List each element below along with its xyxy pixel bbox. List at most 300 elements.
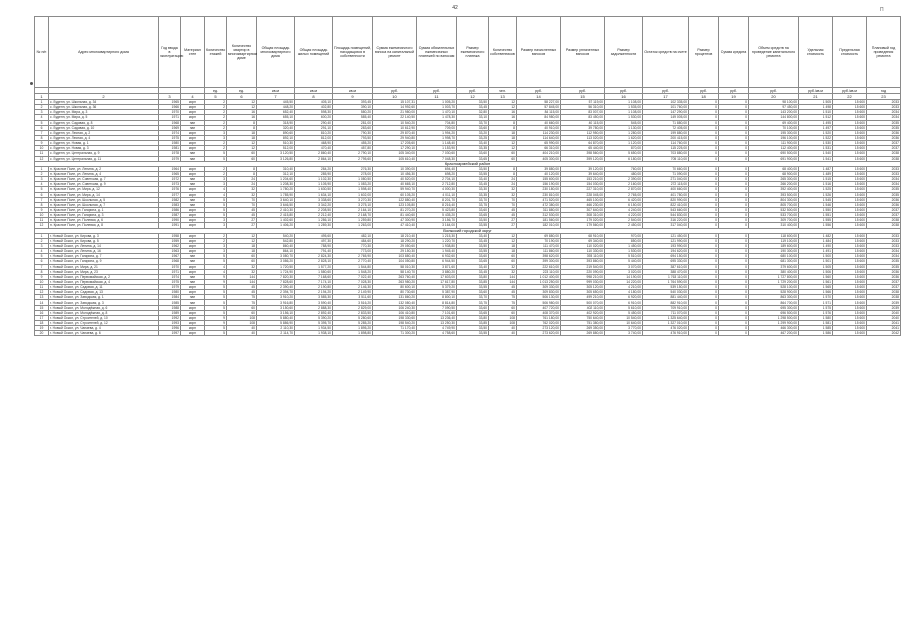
table-cell: 9 (205, 274, 227, 279)
table-cell: 1 525 (799, 187, 833, 192)
column-number: 9 (333, 94, 373, 100)
table-cell: кирп (181, 218, 205, 223)
table-cell: 1986 (159, 207, 181, 212)
table-cell: пан (181, 202, 205, 207)
table-cell: 1977 (159, 192, 181, 197)
table-cell: 144 (489, 279, 517, 284)
table-cell: 1 500 (799, 254, 833, 259)
table-cell: 32 (489, 264, 517, 269)
column-unit: руб. (643, 88, 689, 94)
table-cell: 1 598,40 (333, 187, 373, 192)
table-cell: 0 (689, 249, 719, 254)
table-cell: 228 045,00 (561, 192, 605, 197)
table-cell: 17 617,80 (417, 279, 457, 284)
table-cell: 2 795,60 (333, 156, 373, 161)
column-unit: руб. (517, 88, 561, 94)
table-cell: 1 585 (799, 326, 833, 331)
table-cell: 680 100,00 (749, 254, 799, 259)
table-cell: 58 140,70 (373, 269, 417, 274)
column-number: 3 (159, 94, 181, 100)
table-cell: 15 600 (833, 156, 867, 161)
table-cell: 13 (35, 295, 49, 300)
table-cell: 1 153,90 (417, 146, 457, 151)
table-cell: 2 (205, 166, 227, 171)
table-cell: 40 (489, 331, 517, 336)
table-cell: 8 (489, 125, 517, 130)
table-cell: 56 310,00 (561, 105, 605, 110)
table-cell: г. Новый Оскол, ул. Кирова, д. 5 (49, 238, 159, 243)
table-cell: 1 080,50 (333, 177, 373, 182)
table-cell: 15 600 (833, 305, 867, 310)
table-cell: 1 325 640,00 (643, 315, 689, 320)
table-cell: 278,00 (333, 171, 373, 176)
table-cell: 15 600 (833, 171, 867, 176)
table-cell: 482,10 (333, 233, 373, 238)
table-cell: 14 190,00 (605, 274, 643, 279)
table-cell: кирп (181, 213, 205, 218)
table-cell: 75 (227, 295, 257, 300)
table-cell: 0 (719, 192, 749, 197)
table-cell: 196 100,00 (749, 135, 799, 140)
table-cell: г. Новый Оскол, ул. Чапаева, д. 6 (49, 331, 159, 336)
table-cell: 5 (205, 290, 227, 295)
table-cell: 15 600 (833, 197, 867, 202)
table-cell: 10 456,30 (373, 171, 417, 176)
table-cell: 863 300,00 (749, 295, 799, 300)
column-unit: руб. (457, 88, 489, 94)
table-cell: 6 932,60 (417, 254, 457, 259)
table-cell: 0 (719, 125, 749, 130)
table-cell: 316 220,00 (643, 218, 689, 223)
table-cell: 1 566 (799, 290, 833, 295)
table-cell: 1 263,00 (333, 223, 373, 228)
table-cell: 3 880,20 (417, 269, 457, 274)
table-cell: 2038 (867, 223, 901, 228)
table-cell: 0 (719, 274, 749, 279)
table-cell: 2 164,10 (333, 207, 373, 212)
table-cell: 1 630,50 (295, 187, 333, 192)
table-cell: 1 298 500,00 (749, 315, 799, 320)
table-cell: 9 (35, 274, 49, 279)
column-header: Остаток средств на счете (643, 17, 689, 88)
table-cell: 1 998,70 (417, 135, 457, 140)
table-cell: 5 (205, 213, 227, 218)
table-cell: 273 120,00 (517, 326, 561, 331)
table-cell: 1975 (159, 279, 181, 284)
table-cell: 0 (689, 285, 719, 290)
table-cell: 0 (689, 310, 719, 315)
table-cell: с. Буденн, ул. Лесная, д. 4 (49, 135, 159, 140)
table-cell: 317 040,00 (643, 223, 689, 228)
table-cell: 4 240,00 (605, 207, 643, 212)
table-cell: 7 (35, 197, 49, 202)
table-cell: 0 (689, 295, 719, 300)
table-cell: 2 (205, 120, 227, 125)
table-cell: 1971 (159, 269, 181, 274)
table-cell: 8 (489, 120, 517, 125)
table-cell: 510,30 (257, 141, 295, 146)
table-cell: 281,00 (333, 120, 373, 125)
table-cell: 1976 (159, 187, 181, 192)
table-cell: 83 007,00 (561, 110, 605, 115)
table-cell: 2 (35, 238, 49, 243)
table-cell: 3 640,10 (257, 197, 295, 202)
table-cell: 1 406,20 (257, 223, 295, 228)
table-cell: 9 (35, 141, 49, 146)
table-cell: 600,20 (295, 115, 333, 120)
table-cell: 15 600 (833, 300, 867, 305)
table-cell: 387 610,00 (643, 264, 689, 269)
column-unit: кв.м (333, 88, 373, 94)
table-cell: 380 400,00 (749, 269, 799, 274)
table-cell: 18 (35, 321, 49, 326)
column-number: 14 (517, 94, 561, 100)
table-cell: 8 201,70 (417, 197, 457, 202)
table-cell: 33,45 (457, 269, 489, 274)
table-cell: 408 370,00 (517, 310, 561, 315)
table-cell: 810,20 (295, 130, 333, 135)
table-cell: 0 (719, 177, 749, 182)
table-cell: 1 120,00 (605, 141, 643, 146)
column-unit: кв.м (295, 88, 333, 94)
table-cell: пан (181, 259, 205, 264)
table-cell: 12 (227, 238, 257, 243)
table-cell: 2033 (867, 171, 901, 176)
table-cell: 60 (227, 259, 257, 264)
table-cell: 3 646,50 (257, 202, 295, 207)
table-cell: 7 022,40 (333, 274, 373, 279)
table-cell: 7 (35, 264, 49, 269)
table-cell: г. Новый Оскол, ул. Садовая, д. 13 (49, 290, 159, 295)
table-cell: 1 548,20 (333, 269, 373, 274)
table-cell: 110 330,00 (561, 249, 605, 254)
table-cell: 7 174,10 (295, 279, 333, 284)
table-cell: 2 824,30 (295, 254, 333, 259)
table-cell: 2036 (867, 197, 901, 202)
table-cell: 33,45 (457, 105, 489, 110)
table-cell: 694,40 (417, 166, 457, 171)
table-cell: 1 577,20 (295, 264, 333, 269)
table-cell: 390,10 (333, 105, 373, 110)
table-cell: 45 (489, 213, 517, 218)
table-cell: 12 (227, 141, 257, 146)
table-cell: 2 149,90 (333, 290, 373, 295)
table-cell: 528 900,00 (749, 290, 799, 295)
table-cell: кирп (181, 321, 205, 326)
table-cell: с. Буденн, ул. Центральная, д. 9 (49, 151, 159, 156)
table-cell: 17 205,60 (373, 141, 417, 146)
table-cell: кирп (181, 187, 205, 192)
table-row (35, 331, 901, 336)
table-cell: 0 (689, 274, 719, 279)
table-cell: 3 (205, 177, 227, 182)
table-cell: 1965 (159, 171, 181, 176)
table-cell: 760,00 (605, 166, 643, 171)
table-cell: 70 660,00 (643, 166, 689, 171)
table-cell: 68 900,00 (749, 171, 799, 176)
table-cell: 467 200,00 (749, 331, 799, 336)
table-cell: 33,70 (457, 197, 489, 202)
table-cell: 65 440,00 (561, 146, 605, 151)
table-cell: 892,10 (257, 135, 295, 140)
table-cell: г. Новый Оскол, ул. Первомайская, д. 4 (49, 279, 159, 284)
table-cell: 60 (227, 156, 257, 161)
table-cell: 542,80 (257, 238, 295, 243)
table-cell: 33,50 (457, 243, 489, 248)
table-cell: 1 530,00 (605, 249, 643, 254)
table-cell: 0 (689, 156, 719, 161)
table-cell: 98 100,00 (749, 100, 799, 105)
table-cell: 704,80 (417, 120, 457, 125)
table-cell: 7 101,60 (417, 310, 457, 315)
table-cell: кирп (181, 192, 205, 197)
table-cell: 1 289,30 (295, 223, 333, 228)
table-cell: 480,00 (605, 171, 643, 176)
table-cell: 2 765,90 (333, 254, 373, 259)
table-cell: с. Буденн, ул. Школьная, д. 36 (49, 105, 159, 110)
column-unit: чел. (489, 88, 517, 94)
table-cell: 540 030,00 (643, 290, 689, 295)
table-cell: 402 920,00 (561, 310, 605, 315)
table-cell: 0 (719, 295, 749, 300)
table-cell: 2 390,00 (605, 177, 643, 182)
table-cell: 690 500,00 (749, 151, 799, 156)
table-cell: 15 600 (833, 192, 867, 197)
table-cell: 1972 (159, 177, 181, 182)
table-cell: 0 (719, 321, 749, 326)
table-cell: 1 506 (799, 269, 833, 274)
table-cell: 0 (689, 305, 719, 310)
table-cell: 1959 (159, 238, 181, 243)
corner-mark: П (880, 7, 884, 13)
table-cell: 144 (227, 279, 257, 284)
table-cell: 18 (227, 243, 257, 248)
table-cell: 1980 (159, 141, 181, 146)
table-cell: 1 938,80 (417, 243, 457, 248)
table-cell: 308 310,00 (561, 213, 605, 218)
table-cell: 16 (227, 110, 257, 115)
table-cell: 2 860,40 (295, 151, 333, 156)
column-number: 2 (49, 94, 159, 100)
table-cell: 75 (227, 300, 257, 305)
table-cell: 1 505 (799, 100, 833, 105)
table-cell: 691 900,00 (749, 156, 799, 161)
table-cell: 695 330,00 (643, 259, 689, 264)
table-cell: 2035 (867, 187, 901, 192)
table-cell: 1 546 (799, 202, 833, 207)
table-cell: 698,20 (417, 171, 457, 176)
table-cell: с. Буденн, ул. Школьная, д. 34 (49, 100, 159, 105)
table-cell: 1 013 250,00 (517, 279, 561, 284)
table-cell: г. Новый Оскол, ул. Строителей, д. 10 (49, 315, 159, 320)
table-cell: 1 545 (799, 197, 833, 202)
table-cell: 15 600 (833, 187, 867, 192)
table-cell: 2040 (867, 310, 901, 315)
table-cell: 5 (205, 207, 227, 212)
table-cell: 5 435,20 (417, 213, 457, 218)
table-cell: 121 450,00 (643, 233, 689, 238)
table-cell: 5 (35, 254, 49, 259)
table-cell: 8 (227, 125, 257, 130)
table-cell: кирп (181, 326, 205, 331)
table-cell: 143 200,00 (749, 110, 799, 115)
table-cell: 3 342,20 (295, 202, 333, 207)
table-cell: 2038 (867, 218, 901, 223)
table-cell: 470,40 (295, 146, 333, 151)
column-header: Адрес многоквартирного дома (49, 17, 159, 88)
table-cell: 32,80 (457, 110, 489, 115)
table-cell: 3 (35, 177, 49, 182)
table-cell: 70 (489, 197, 517, 202)
table-cell: 112 950,00 (561, 130, 605, 135)
table-cell: 3 (35, 110, 49, 115)
table-cell: 2 828,10 (295, 259, 333, 264)
table-cell: 32 (227, 187, 257, 192)
table-cell: 1 501 (799, 259, 833, 264)
table-cell: 33,75 (457, 300, 489, 305)
table-cell: 59 940,70 (373, 187, 417, 192)
table-cell: 4 220,00 (605, 213, 643, 218)
table-cell: 2 415,80 (257, 213, 295, 218)
table-cell: 6 (35, 192, 49, 197)
section-title: Волжский городской округ (35, 228, 901, 233)
scan-artifact-dot (30, 82, 33, 85)
table-cell: 7 030,60 (417, 151, 457, 156)
table-cell: 2034 (867, 177, 901, 182)
table-cell: 15 600 (833, 166, 867, 171)
table-cell: 791,40 (295, 249, 333, 254)
table-cell: п. Красное Поле, ул. Школьная, д. 5 (49, 197, 159, 202)
table-cell: 17 (35, 315, 49, 320)
table-cell: 1 565 (799, 285, 833, 290)
table-cell: 0 (689, 125, 719, 130)
column-unit: год (867, 88, 901, 94)
table-cell: 388 470,00 (643, 269, 689, 274)
table-cell: 2 540,00 (605, 218, 643, 223)
table-cell: 18 290,20 (373, 238, 417, 243)
table-cell: 27 (227, 223, 257, 228)
table-cell: 5 (205, 285, 227, 290)
table-cell: 230 180,00 (517, 187, 561, 192)
table-cell: 2039 (867, 305, 901, 310)
table-cell: 15 600 (833, 120, 867, 125)
table-cell: 155 600,00 (517, 177, 561, 182)
table-cell: 2036 (867, 274, 901, 279)
table-cell: 1 550 (799, 207, 833, 212)
table-cell: 182 010,00 (517, 223, 561, 228)
table-cell: 0 (689, 120, 719, 125)
table-cell: 398 620,00 (517, 254, 561, 259)
table-cell: 114 230,00 (517, 130, 561, 135)
table-cell: 11 (35, 151, 49, 156)
table-cell: 1 535,00 (605, 105, 643, 110)
table-cell: кирп (181, 243, 205, 248)
table-cell: 1 012 400,00 (517, 274, 561, 279)
table-cell: 108 (489, 315, 517, 320)
table-cell: 3 (205, 223, 227, 228)
table-cell: 1 510 (799, 110, 833, 115)
table-cell: п. Красное Поле, ул. Гагарина, д. 1 (49, 207, 159, 212)
table-cell: с. Буденн, ул. Лесная, д. 2 (49, 130, 159, 135)
table-cell: 3 156,70 (417, 218, 457, 223)
table-cell: 40 115,00 (561, 120, 605, 125)
column-unit: руб./кв.м (799, 88, 833, 94)
table-cell: 7 820,30 (257, 274, 295, 279)
table-cell: 10 (35, 213, 49, 218)
table-cell: 652,40 (257, 110, 295, 115)
table-cell: кирп (181, 166, 205, 171)
table-cell: 101 760,00 (643, 105, 689, 110)
table-cell: г. Новый Оскол, ул. Молодёжная, д. 6 (49, 305, 159, 310)
table-cell: 144 800,00 (749, 115, 799, 120)
table-cell: 2 770,40 (333, 259, 373, 264)
column-number: 12 (457, 94, 489, 100)
table-cell: 1967 (159, 254, 181, 259)
table-cell: 40 660,00 (517, 120, 561, 125)
table-cell: 0 (719, 305, 749, 310)
table-cell: 71 170,40 (373, 326, 417, 331)
table-cell: 0 (719, 187, 749, 192)
table-cell: 3 516,20 (333, 300, 373, 305)
table-cell: 3 770,00 (605, 326, 643, 331)
table-cell: 33,85 (457, 321, 489, 326)
table-cell: 0 (689, 197, 719, 202)
table-cell: 2034 (867, 182, 901, 187)
table-cell: 2 194,20 (295, 290, 333, 295)
table-cell: 0 (689, 315, 719, 320)
table-cell: 45 (227, 207, 257, 212)
table-cell: 57 845,00 (517, 105, 561, 110)
table-cell: 0 (689, 243, 719, 248)
table-cell: 15 600 (833, 249, 867, 254)
table-cell: 15 600 (833, 207, 867, 212)
table-cell: 15 600 (833, 331, 867, 336)
table-cell: 539 150,00 (643, 285, 689, 290)
table-cell: 1 938,10 (295, 331, 333, 336)
table-cell: кирп (181, 141, 205, 146)
table-cell: 0 (689, 259, 719, 264)
table-cell: 2 (205, 141, 227, 146)
table-cell: 2037 (867, 279, 901, 284)
table-cell: 2034 (867, 110, 901, 115)
table-cell: 540,20 (257, 233, 295, 238)
table-cell: 18 (227, 249, 257, 254)
table-cell: 69 400,00 (749, 120, 799, 125)
table-cell: 33,60 (457, 305, 489, 310)
table-cell: 32 (489, 192, 517, 197)
table-cell: 3 871,60 (417, 264, 457, 269)
table-cell: 495,60 (295, 233, 333, 238)
table-cell: п. Красное Поле, ул. Ленина, д. 2 (49, 166, 159, 171)
table-cell: 84 980,00 (517, 115, 561, 120)
table-cell: 393 110,00 (561, 254, 605, 259)
table-cell: 3 (205, 130, 227, 135)
table-cell: 5 387,90 (417, 290, 457, 295)
table-cell: 1 516 (799, 182, 833, 187)
table-cell: 3 164,00 (417, 223, 457, 228)
table-cell: 8 (35, 269, 49, 274)
table-cell: 227 310,00 (561, 187, 605, 192)
table-cell: 32 (227, 269, 257, 274)
table-cell: 12 (35, 223, 49, 228)
table-cell: 1 571 (799, 300, 833, 305)
table-cell: 2033 (867, 100, 901, 105)
table-cell: 8 (489, 166, 517, 171)
table-cell: 33,80 (457, 274, 489, 279)
table-cell: 709,00 (417, 125, 457, 130)
table-cell: 12 (489, 105, 517, 110)
table-cell: 81 440,60 (373, 213, 417, 218)
